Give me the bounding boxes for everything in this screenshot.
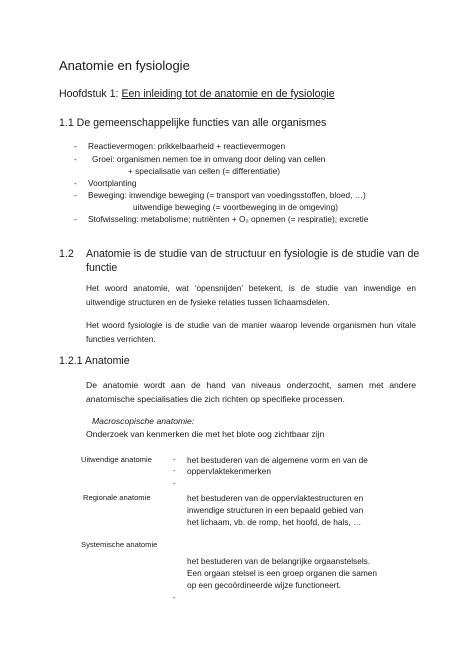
bullet-continuation: uitwendige beweging (= voortbeweging in de omgeving) xyxy=(133,202,339,212)
term-uitwendige-anatomie: Uitwendige anatomie xyxy=(81,455,152,464)
bullet-text: Beweging: inwendige beweging (= transport van voedingsstoffen, bloed, …) xyxy=(88,190,366,200)
section-1-2-heading-line2: functie xyxy=(86,262,118,274)
chapter-heading xyxy=(59,88,335,100)
bullet-dash: - xyxy=(74,154,77,164)
physiology-definition: Het woord fysiologie is de studie van de manier waarop levende organismen hun vitale functies verrichten. xyxy=(86,320,416,344)
definition-line: Een orgaan stelsel is een groep organen die samen xyxy=(187,568,378,578)
section-1-1-heading: 1.1 De gemeenschappelijke functies van alle organismes xyxy=(59,117,327,129)
definition-line: het bestuderen van de oppervlaktestructuren en xyxy=(187,493,364,503)
row-dash: - xyxy=(173,466,176,475)
bullet-dash: - xyxy=(74,214,77,224)
row-dash: - xyxy=(173,479,176,488)
bullet-dash: - xyxy=(74,178,77,188)
section-1-2-number: 1.2 xyxy=(59,248,74,260)
bullet-text: Reactievermogen: prikkelbaarheid + reactievermogen xyxy=(88,141,286,151)
bullet-text: Voortplanting xyxy=(88,178,137,188)
macro-description: Onderzoek van kenmerken die met het blote oog zichtbaar zijn xyxy=(86,429,325,439)
anatomy-definition: Het woord anatomie, wat ‘opensnijden’ betekent, is de studie van inwendige en uitwendige structuren en de fysieke relaties tussen lichaamsdelen. xyxy=(86,283,416,307)
definition-line: op een gecoördineerde wijze functioneert. xyxy=(187,580,342,590)
term-regionale-anatomie: Regionale anatomie xyxy=(83,493,151,502)
bullet-text: Groei: organismen nemen toe in omvang door deling van cellen xyxy=(92,154,326,164)
bullet-continuation: + specialisatie van cellen (= differentiatie) xyxy=(128,166,281,176)
page-title: Anatomie en fysiologie xyxy=(59,58,190,73)
term-systemische-anatomie: Systemische anatomie xyxy=(81,540,158,549)
chapter-title: Een inleiding tot de anatomie en de fysiologie xyxy=(121,88,335,100)
definition-line: inwendige structuren in een bepaald gebied van xyxy=(187,505,364,515)
macro-title: Macroscopische anatomie: xyxy=(92,416,195,426)
bullet-text: Stofwisseling: metabolisme; nutriënten + O₂ opnemen (= respiratie); excretie xyxy=(88,214,369,224)
section-1-2-heading xyxy=(86,248,420,274)
section-1-2-heading-line1: Anatomie is de studie van de structuur en fysiologie is de studie van de xyxy=(86,248,420,260)
bullet-dash: - xyxy=(74,141,77,151)
anatomy-intro: De anatomie wordt aan de hand van niveaus onderzocht, samen met andere anatomische specialisaties die zich richten op specifieke processen. xyxy=(86,380,416,404)
row-dash: - xyxy=(173,455,176,464)
chapter-prefix: Hoofdstuk 1: xyxy=(59,88,119,100)
bullet-dash: - xyxy=(74,190,77,200)
row-dash: - xyxy=(173,593,176,602)
definition-line: het lichaam, vb. de romp, het hoofd, de hals, … xyxy=(187,517,362,527)
definition-line: oppervlaktekenmerken xyxy=(187,466,271,476)
definition-line: het bestuderen van de algemene vorm en van de xyxy=(187,455,368,465)
definition-line: het bestuderen van de belangrijke orgaanstelsels. xyxy=(187,556,371,566)
section-1-2-1-heading: 1.2.1 Anatomie xyxy=(59,355,130,367)
